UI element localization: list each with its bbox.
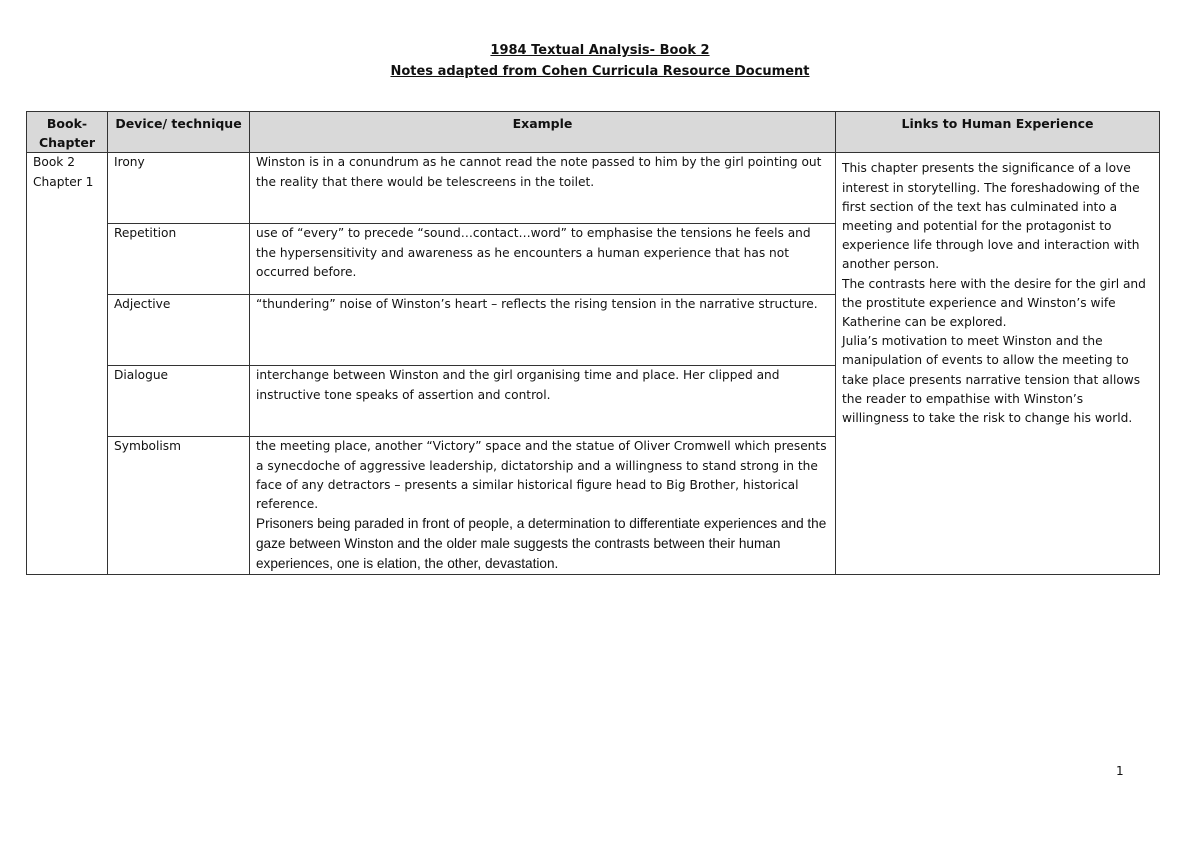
links-cell	[836, 153, 1160, 575]
example-cell: “thundering” noise of Winston’s heart – reflects the rising tension in the narrative structure.	[250, 295, 836, 366]
header-book-chapter: Book-Chapter	[27, 112, 108, 153]
header-links: Links to Human Experience	[836, 112, 1160, 153]
header-example: Example	[250, 112, 836, 153]
device-cell: Adjective	[108, 295, 250, 366]
table-header-row	[27, 112, 1160, 153]
example-cell: Winston is in a conundrum as he cannot read the note passed to him by the girl pointing out the reality that there would be telescreens in the toilet.	[250, 153, 836, 224]
device-cell: Dialogue	[108, 366, 250, 437]
example-text-large: Prisoners being paraded in front of people, a determination to differentiate experiences and the gaze between Winston and the older male suggests the contrasts between their human experiences, one is elation, the other, devastation.	[256, 516, 827, 572]
links-paragraph: The contrasts here with the desire for the girl and the prostitute experience and Winston’s wife Katherine can be explored.	[842, 276, 1146, 330]
example-cell	[250, 437, 836, 575]
example-text: the meeting place, another “Victory” space and the statue of Oliver Cromwell which presents a synecdoche of aggressive leadership, dictatorship and a willingness to stand strong in the face of any detractors – presents a similar historical figure head to Big Brother, historical reference.	[256, 439, 827, 512]
example-cell: interchange between Winston and the girl organising time and place. Her clipped and instructive tone speaks of assertion and control.	[250, 366, 836, 437]
links-paragraph: This chapter presents the significance of a love interest in storytelling. The foreshadowing of the first section of the text has culminated into a meeting and potential for the protagonist to experience life through love and interaction with another person.	[842, 161, 1140, 272]
page-number: 1	[1116, 764, 1124, 778]
device-cell: Symbolism	[108, 437, 250, 575]
example-cell: use of “every” to precede “sound…contact…word” to emphasise the tensions he feels and the hypersensitivity and awareness as he encounters a human experience that has not occurred before.	[250, 224, 836, 295]
document-subtitle: Notes adapted from Cohen Curricula Resource Document	[390, 64, 810, 79]
table-row	[27, 153, 1160, 224]
analysis-table	[26, 111, 1160, 575]
document-title: 1984 Textual Analysis- Book 2	[490, 43, 710, 58]
device-cell: Repetition	[108, 224, 250, 295]
book-chapter-cell: Book 2 Chapter 1	[27, 153, 108, 575]
document-header	[0, 40, 1200, 82]
device-cell: Irony	[108, 153, 250, 224]
links-paragraph: Julia’s motivation to meet Winston and the manipulation of events to allow the meeting to take place presents narrative tension that allows the reader to empathise with Winston’s willingness to take the risk to change his world.	[842, 334, 1141, 426]
header-device: Device/ technique	[108, 112, 250, 153]
